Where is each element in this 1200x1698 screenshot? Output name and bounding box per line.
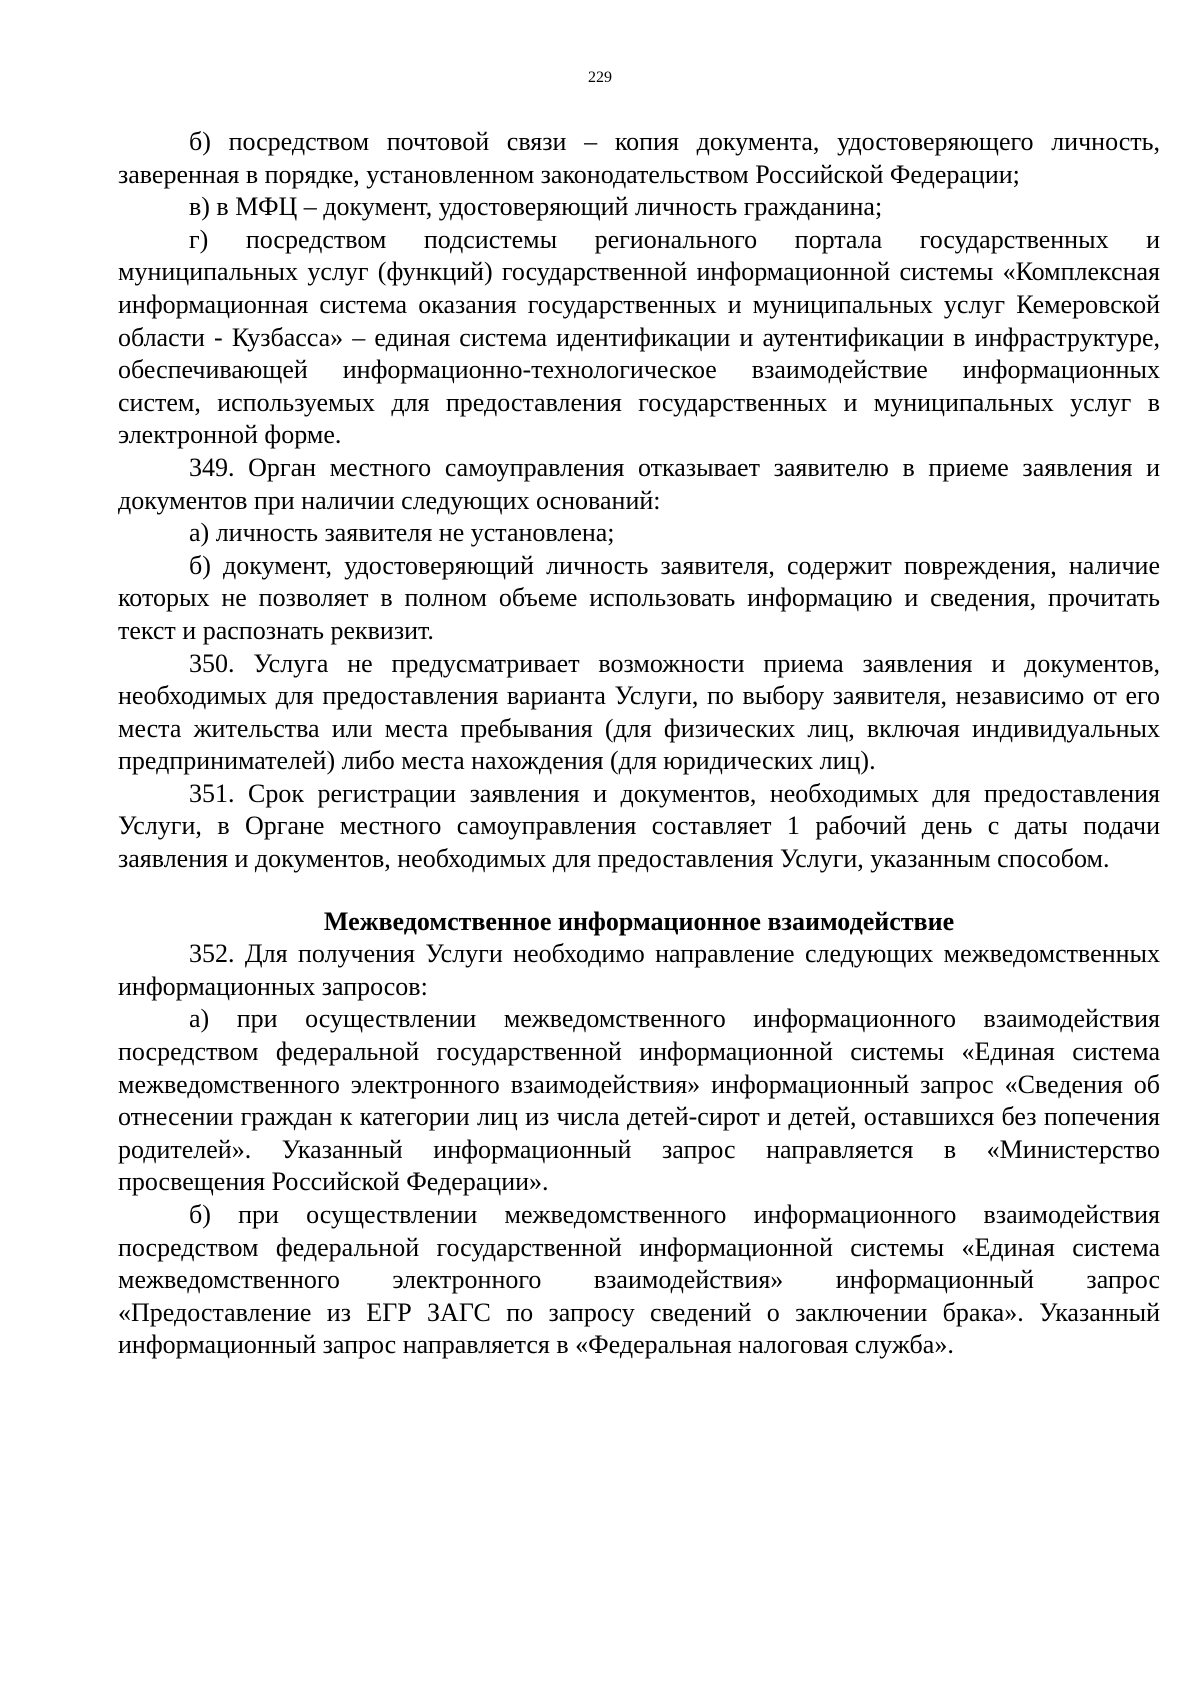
paragraph-352-a: а) при осуществлении межведомственного информационного взаимодействия посредством федеральной государственной информационной системы «Единая система межведомственного электронного взаимодействия» информационный запрос «Сведения об отнесении граждан к категории лиц из числа детей-сирот и детей, оставшихся без попечения родителей». Указанный информационный запрос направляется в «Министерство просвещения Российской Федерации». [118, 1004, 1160, 1197]
section-heading: Межведомственное информационное взаимодействие [323, 906, 955, 936]
paragraph-352: 352. Для получения Услуги необходимо направление следующих межведомственных информационных запросов: [118, 939, 1160, 1001]
paragraph-352-b: б) при осуществлении межведомственного информационного взаимодействия посредством федеральной государственной информационной системы «Единая система межведомственного электронного взаимодействия» информационный запрос «Предоставление из ЕГР ЗАГС по запросу сведений о заключении брака». Указанный информационный запрос направляется в «Федеральная налоговая служба». [118, 1200, 1160, 1360]
paragraph-349: 349. Орган местного самоуправления отказывает заявителю в приеме заявления и документов при наличии следующих оснований: [118, 452, 1160, 515]
paragraph-349-b: б) документ, удостоверяющий личность заявителя, содержит повреждения, наличие которых не позволяет в полном объеме использовать информацию и сведения, прочитать текст и распознать реквизит. [118, 550, 1160, 645]
page-number: 229 [588, 69, 612, 86]
paragraph-349-a: а) личность заявителя не установлена; [189, 518, 615, 548]
paragraph-v-mfc: в) в МФЦ – документ, удостоверяющий личность гражданина; [189, 192, 883, 222]
paragraph-350: 350. Услуга не предусматривает возможности приема заявления и документов, необходимых для предоставления варианта Услуги, по выбору заявителя, независимо от его места жительства или места пребывания (для физических лиц, включая индивидуальных предпринимателей) либо места нахождения (для юридических лиц). [118, 648, 1160, 776]
paragraph-g-portal: г) посредством подсистемы регионального портала государственных и муниципальных услуг (функций) государственной информационной системы «Комплексная информационная система оказания государственных и муниципальных услуг Кемеровской области - Кузбасса» – единая система идентификации и аутентификации в инфраструктуре, обеспечивающей информационно-технологическое взаимодействие информационных систем, используемых для предоставления государственных и муниципальных услуг в электронной форме. [118, 224, 1160, 450]
paragraph-351: 351. Срок регистрации заявления и документов, необходимых для предоставления Услуги, в Органе местного самоуправления составляет 1 рабочий день с даты подачи заявления и документов, необходимых для предоставления Услуги, указанным способом. [118, 778, 1160, 874]
paragraph-b-postal: б) посредством почтовой связи – копия документа, удостоверяющего личность, заверенная в порядке, установленном законодательством Российской Федерации; [118, 127, 1160, 189]
document-body [118, 126, 1160, 1362]
